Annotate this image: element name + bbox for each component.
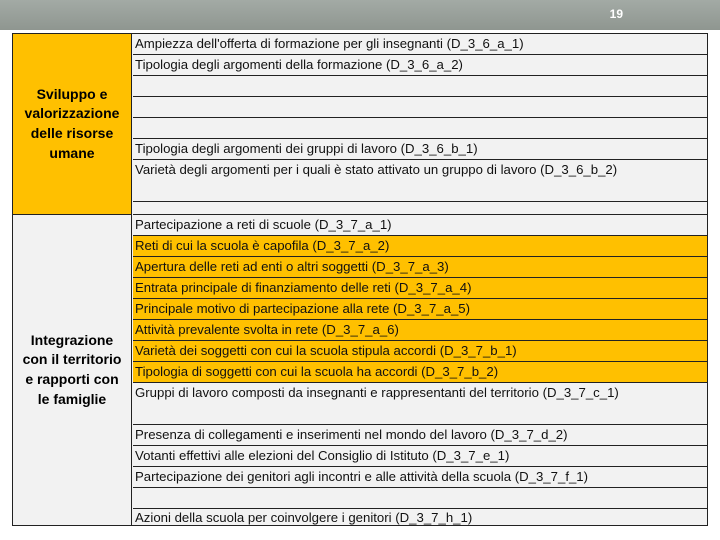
table-row: Tipologia di soggetti con cui la scuola ha accordi (D_3_7_b_2) bbox=[133, 362, 707, 383]
section-integrazione-territorio: Integrazione con il territorio e rapporti con le famiglie bbox=[13, 215, 132, 525]
table-row: Tipologia degli argomenti dei gruppi di lavoro (D_3_6_b_1) bbox=[133, 139, 707, 160]
table-row: Varietà degli argomenti per i quali è stato attivato un gruppo di lavoro (D_3_6_b_2) bbox=[133, 160, 707, 202]
page-number: 19 bbox=[609, 7, 623, 21]
table-row: Apertura delle reti ad enti o altri soggetti (D_3_7_a_3) bbox=[133, 257, 707, 278]
table-row bbox=[133, 202, 707, 215]
table-row: Partecipazione a reti di scuole (D_3_7_a_1) bbox=[133, 215, 707, 236]
table-row: Votanti effettivi alle elezioni del Consiglio di Istituto (D_3_7_e_1) bbox=[133, 446, 707, 467]
table-row: Varietà dei soggetti con cui la scuola stipula accordi (D_3_7_b_1) bbox=[133, 341, 707, 362]
table-row: Partecipazione dei genitori agli incontri e alle attività della scuola (D_3_7_f_1) bbox=[133, 467, 707, 488]
indicators-table bbox=[12, 33, 708, 526]
table-row bbox=[133, 488, 707, 509]
table-row bbox=[133, 76, 707, 97]
top-bar bbox=[0, 0, 720, 30]
table-row: Presenza di collegamenti e inserimenti nel mondo del lavoro (D_3_7_d_2) bbox=[133, 425, 707, 446]
table-row bbox=[133, 118, 707, 139]
table-row: Gruppi di lavoro composti da insegnanti e rappresentanti del territorio (D_3_7_c_1) bbox=[133, 383, 707, 425]
table-row: Azioni della scuola per coinvolgere i genitori (D_3_7_h_1) bbox=[133, 509, 707, 525]
table-row: Attività prevalente svolta in rete (D_3_7_a_6) bbox=[133, 320, 707, 341]
table-row: Principale motivo di partecipazione alla rete (D_3_7_a_5) bbox=[133, 299, 707, 320]
table-row: Tipologia degli argomenti della formazione (D_3_6_a_2) bbox=[133, 55, 707, 76]
table-row: Ampiezza dell'offerta di formazione per gli insegnanti (D_3_6_a_1) bbox=[133, 34, 707, 55]
section-sviluppo-risorse-umane: Sviluppo e valorizzazione delle risorse umane bbox=[13, 34, 132, 215]
table-row: Entrata principale di finanziamento delle reti (D_3_7_a_4) bbox=[133, 278, 707, 299]
table-row: Reti di cui la scuola è capofila (D_3_7_a_2) bbox=[133, 236, 707, 257]
table-row bbox=[133, 97, 707, 118]
